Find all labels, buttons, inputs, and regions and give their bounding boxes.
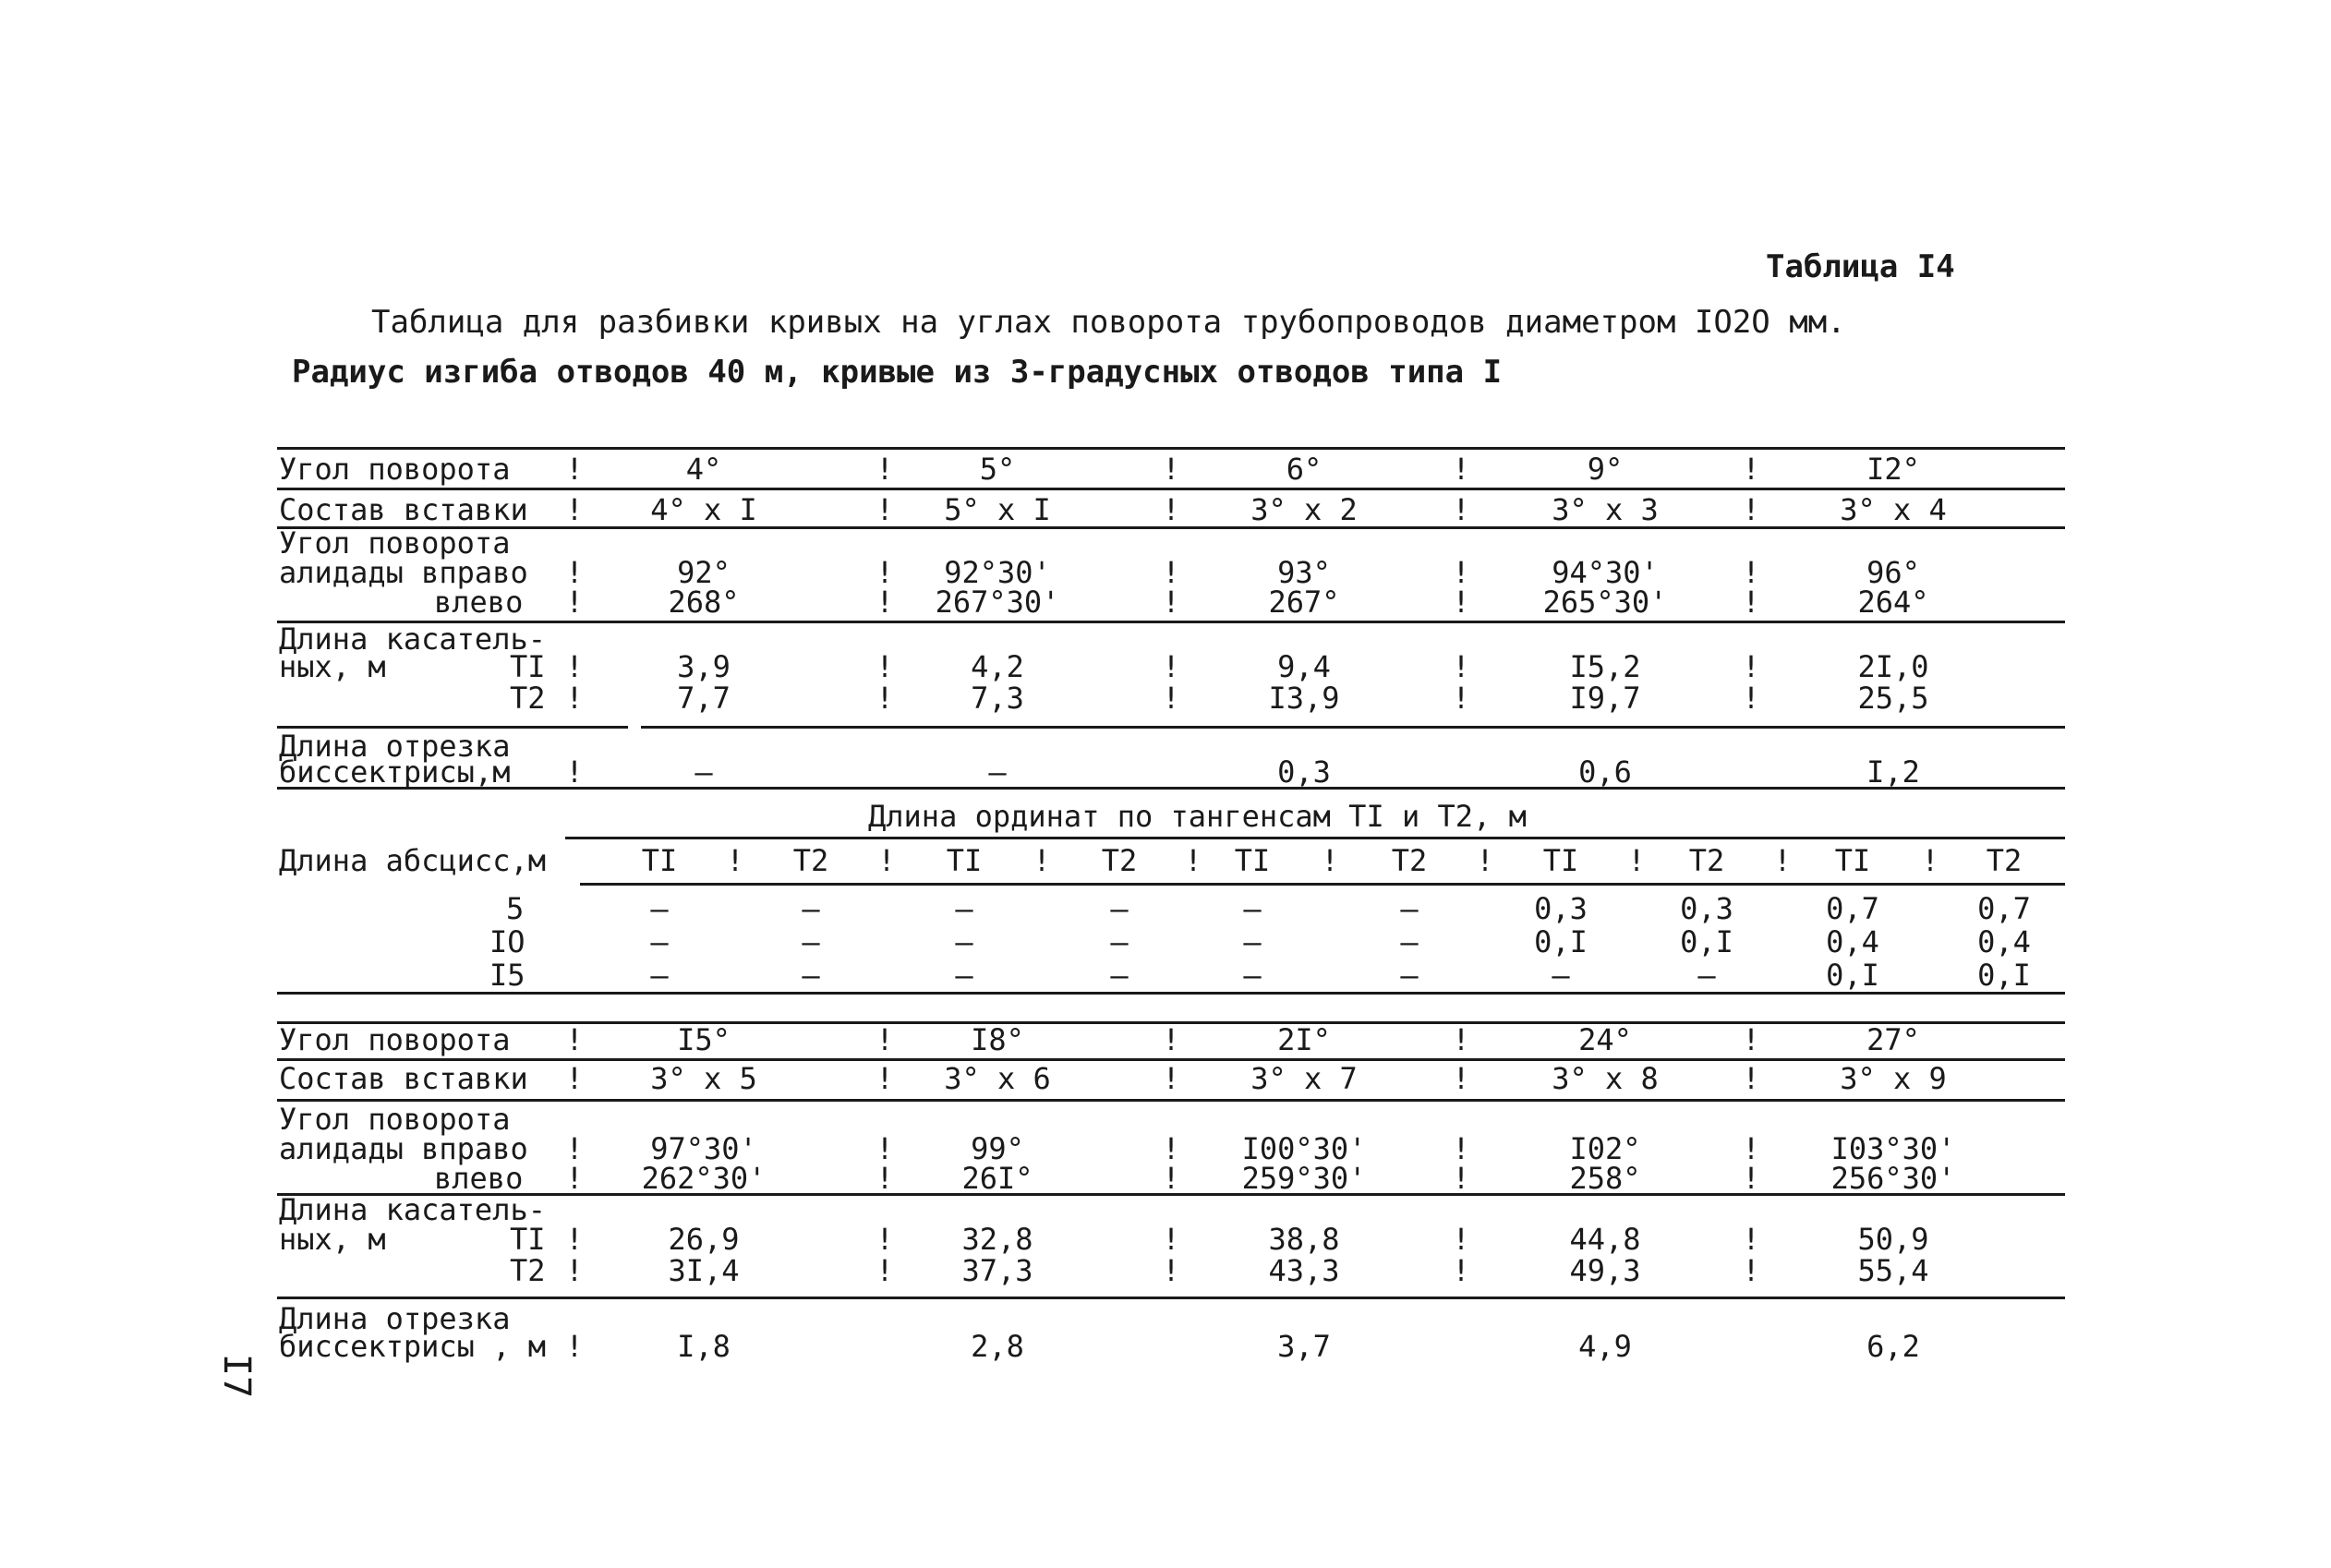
bisector-value: – bbox=[988, 754, 1007, 790]
tangent-t1-value: 32,8 bbox=[961, 1222, 1033, 1257]
separator: ! bbox=[565, 452, 584, 487]
separator: ! bbox=[1162, 492, 1180, 527]
tangent-t2-value: I9,7 bbox=[1569, 681, 1641, 716]
insert-value: 3° x 3 bbox=[1552, 492, 1659, 527]
ordinate-value: – bbox=[1400, 958, 1419, 993]
separator: ! bbox=[1476, 843, 1494, 878]
bisector-value: 2,8 bbox=[971, 1329, 1024, 1364]
separator: ! bbox=[565, 1161, 584, 1196]
bisector-value: 3,7 bbox=[1277, 1329, 1331, 1364]
separator: ! bbox=[1921, 843, 1939, 878]
alidade-right-value: 97°30' bbox=[650, 1131, 757, 1166]
label-tangent-1: Длина касатель- bbox=[279, 621, 546, 657]
ordinate-value: – bbox=[650, 924, 669, 959]
separator: ! bbox=[876, 649, 894, 684]
table-number: Таблица I4 bbox=[1766, 248, 1955, 285]
angle-value: 27° bbox=[1866, 1022, 1920, 1057]
ordinate-value: 0,7 bbox=[1826, 891, 1879, 926]
separator: ! bbox=[877, 843, 896, 878]
rule bbox=[565, 837, 2065, 839]
separator: ! bbox=[1452, 1161, 1470, 1196]
label-tangent-2: ных, м bbox=[279, 1222, 386, 1257]
separator: ! bbox=[565, 1022, 584, 1057]
label-tangent-1: Длина касатель- bbox=[279, 1192, 546, 1227]
rule bbox=[277, 447, 2065, 450]
bisector-value: 4,9 bbox=[1578, 1329, 1632, 1364]
ordinate-value: – bbox=[802, 924, 820, 959]
ordinate-value: – bbox=[1697, 958, 1716, 993]
abscissa-10: IO bbox=[489, 924, 525, 959]
separator: ! bbox=[1452, 452, 1470, 487]
alidade-right-value: I00°30' bbox=[1241, 1131, 1367, 1166]
ordinate-value: – bbox=[650, 891, 669, 926]
title-line-1: Таблица для разбивки кривых на углах поворота трубопроводов диаметром IO2O мм. bbox=[371, 304, 1846, 341]
alidade-right-value: 92°30' bbox=[944, 555, 1051, 590]
insert-value: 5° x I bbox=[944, 492, 1051, 527]
alidade-right-value: 92° bbox=[677, 555, 731, 590]
alidade-left-value: 259°30' bbox=[1241, 1161, 1367, 1196]
bisector-value: I,8 bbox=[677, 1329, 731, 1364]
separator: ! bbox=[876, 492, 894, 527]
angle-value: I2° bbox=[1866, 452, 1920, 487]
alidade-right-value: 99° bbox=[971, 1131, 1024, 1166]
rule bbox=[277, 1297, 2065, 1299]
separator: ! bbox=[565, 1131, 584, 1166]
separator: ! bbox=[1162, 1061, 1180, 1096]
separator: ! bbox=[1742, 1222, 1760, 1257]
tangent-t2-value: 49,3 bbox=[1569, 1253, 1641, 1288]
tangent-t2-value: 43,3 bbox=[1268, 1253, 1340, 1288]
abscissa-15: I5 bbox=[489, 958, 525, 993]
angle-value: 6° bbox=[1286, 452, 1323, 487]
separator: ! bbox=[1184, 843, 1202, 878]
ordinate-value: 0,I bbox=[1534, 924, 1588, 959]
tangent-t1-value: 4,2 bbox=[971, 649, 1024, 684]
tangent-t1-value: 9,4 bbox=[1277, 649, 1331, 684]
insert-value: 3° x 9 bbox=[1840, 1061, 1947, 1096]
alidade-left-value: 267°30' bbox=[935, 585, 1060, 620]
bisector-value: – bbox=[694, 754, 713, 790]
insert-value: 3° x 5 bbox=[650, 1061, 757, 1096]
separator: ! bbox=[876, 585, 894, 620]
separator: ! bbox=[1742, 1131, 1760, 1166]
separator: ! bbox=[1742, 1161, 1760, 1196]
ordinate-value: 0,3 bbox=[1534, 891, 1588, 926]
rule bbox=[277, 992, 2065, 995]
ordinate-value: – bbox=[1243, 891, 1262, 926]
tangent-t2-value: 7,3 bbox=[971, 681, 1024, 716]
label-t1: TI bbox=[510, 1222, 546, 1257]
ordinate-value: – bbox=[802, 891, 820, 926]
insert-value: 3° x 2 bbox=[1250, 492, 1358, 527]
separator: ! bbox=[1162, 1161, 1180, 1196]
separator: ! bbox=[1742, 492, 1760, 527]
separator: ! bbox=[1162, 1222, 1180, 1257]
label-alidade-1: Угол поворота bbox=[279, 525, 511, 561]
alidade-left-value: 262°30' bbox=[641, 1161, 767, 1196]
separator: ! bbox=[565, 1253, 584, 1288]
ordinate-value: 0,7 bbox=[1977, 891, 2031, 926]
tangent-t2-value: 25,5 bbox=[1857, 681, 1929, 716]
tangent-t2-value: 3I,4 bbox=[668, 1253, 740, 1288]
separator: ! bbox=[1162, 1022, 1180, 1057]
bisector-value: I,2 bbox=[1866, 754, 1920, 790]
rule bbox=[641, 726, 2065, 729]
separator: ! bbox=[565, 555, 584, 590]
ordinate-value: – bbox=[1110, 891, 1129, 926]
alidade-right-value: 93° bbox=[1277, 555, 1331, 590]
separator: ! bbox=[1742, 1253, 1760, 1288]
tangent-t1-value: 2I,0 bbox=[1857, 649, 1929, 684]
separator: ! bbox=[1452, 1253, 1470, 1288]
separator: ! bbox=[1452, 1061, 1470, 1096]
label-alidade-2: алидады вправо bbox=[279, 1131, 528, 1166]
label-alidade-1: Угол поворота bbox=[279, 1102, 511, 1137]
abscissa-5: 5 bbox=[506, 891, 525, 926]
ordinate-value: – bbox=[650, 958, 669, 993]
ordinate-value: – bbox=[955, 958, 973, 993]
ordinate-header-t2: T2 bbox=[1101, 843, 1138, 878]
separator: ! bbox=[1452, 1022, 1470, 1057]
angle-value: I5° bbox=[677, 1022, 731, 1057]
separator: ! bbox=[565, 1061, 584, 1096]
separator: ! bbox=[876, 1131, 894, 1166]
ordinates-title: Длина ординат по тангенсам TI и T2, м bbox=[868, 799, 1527, 834]
bisector-value: 0,3 bbox=[1277, 754, 1331, 790]
tangent-t1-value: 3,9 bbox=[677, 649, 731, 684]
label-bisector-2: биссектрисы,м bbox=[279, 754, 511, 790]
alidade-right-value: I02° bbox=[1569, 1131, 1641, 1166]
separator: ! bbox=[876, 1161, 894, 1196]
ordinate-header-t1: TI bbox=[641, 843, 678, 878]
ordinate-header-t1: TI bbox=[1834, 843, 1871, 878]
separator: ! bbox=[1773, 843, 1792, 878]
ordinate-value: – bbox=[1243, 958, 1262, 993]
alidade-left-value: 26I° bbox=[961, 1161, 1033, 1196]
alidade-left-value: 265°30' bbox=[1542, 585, 1668, 620]
alidade-left-value: 264° bbox=[1857, 585, 1929, 620]
insert-value: 3° x 8 bbox=[1552, 1061, 1659, 1096]
ordinate-value: – bbox=[1400, 924, 1419, 959]
separator: ! bbox=[1033, 843, 1051, 878]
separator: ! bbox=[1452, 1131, 1470, 1166]
separator: ! bbox=[1452, 1222, 1470, 1257]
alidade-right-value: 94°30' bbox=[1552, 555, 1659, 590]
angle-value: I8° bbox=[971, 1022, 1024, 1057]
tangent-t2-value: I3,9 bbox=[1268, 681, 1340, 716]
separator: ! bbox=[1452, 681, 1470, 716]
ordinate-header-t1: TI bbox=[1542, 843, 1579, 878]
separator: ! bbox=[1162, 585, 1180, 620]
separator: ! bbox=[1162, 452, 1180, 487]
tangent-t2-value: 55,4 bbox=[1857, 1253, 1929, 1288]
ordinate-value: – bbox=[1552, 958, 1570, 993]
label-bisector-2: биссектрисы , м bbox=[279, 1329, 546, 1364]
separator: ! bbox=[1742, 555, 1760, 590]
separator: ! bbox=[1162, 681, 1180, 716]
ordinate-value: – bbox=[1110, 958, 1129, 993]
separator: ! bbox=[1162, 555, 1180, 590]
rule bbox=[277, 488, 2065, 490]
separator: ! bbox=[1321, 843, 1339, 878]
separator: ! bbox=[1452, 585, 1470, 620]
separator: ! bbox=[876, 1222, 894, 1257]
label-tangent-2: ных, м bbox=[279, 649, 386, 684]
separator: ! bbox=[565, 681, 584, 716]
separator: ! bbox=[1452, 492, 1470, 527]
alidade-right-value: 96° bbox=[1866, 555, 1920, 590]
separator: ! bbox=[1452, 649, 1470, 684]
tangent-t1-value: 50,9 bbox=[1857, 1222, 1929, 1257]
angle-value: 4° bbox=[685, 452, 722, 487]
angle-value: 2I° bbox=[1277, 1022, 1331, 1057]
separator: ! bbox=[1162, 1131, 1180, 1166]
bisector-value: 0,6 bbox=[1578, 754, 1632, 790]
separator: ! bbox=[1742, 452, 1760, 487]
separator: ! bbox=[876, 555, 894, 590]
rule bbox=[277, 787, 2065, 790]
alidade-left-value: 258° bbox=[1569, 1161, 1641, 1196]
ordinate-value: 0,4 bbox=[1826, 924, 1879, 959]
separator: ! bbox=[565, 492, 584, 527]
angle-value: 5° bbox=[979, 452, 1016, 487]
separator: ! bbox=[1162, 649, 1180, 684]
label-t2: T2 bbox=[510, 681, 546, 716]
insert-value: 3° x 7 bbox=[1250, 1061, 1358, 1096]
ordinate-value: – bbox=[955, 891, 973, 926]
separator: ! bbox=[726, 843, 744, 878]
bisector-value: 6,2 bbox=[1866, 1329, 1920, 1364]
angle-value: 9° bbox=[1587, 452, 1624, 487]
insert-value: 3° x 4 bbox=[1840, 492, 1947, 527]
rule bbox=[580, 883, 2065, 886]
insert-value: 3° x 6 bbox=[944, 1061, 1051, 1096]
alidade-left-value: 256°30' bbox=[1830, 1161, 1956, 1196]
ordinate-header-t2: T2 bbox=[1986, 843, 2023, 878]
separator: ! bbox=[565, 754, 584, 790]
alidade-left-value: 267° bbox=[1268, 585, 1340, 620]
label-abscissa: Длина абсцисс,м bbox=[279, 843, 546, 878]
label-insert: Состав вставки bbox=[279, 1061, 528, 1096]
ordinate-value: – bbox=[1110, 924, 1129, 959]
ordinate-header-t1: TI bbox=[1234, 843, 1271, 878]
insert-value: 4° x I bbox=[650, 492, 757, 527]
ordinate-header-t2: T2 bbox=[1391, 843, 1428, 878]
separator: ! bbox=[565, 585, 584, 620]
ordinate-value: – bbox=[802, 958, 820, 993]
tangent-t1-value: 38,8 bbox=[1268, 1222, 1340, 1257]
page-number: I7 bbox=[215, 1353, 259, 1399]
rule bbox=[277, 1099, 2065, 1102]
ordinate-value: 0,I bbox=[1680, 924, 1733, 959]
label-alidade-3: влево bbox=[434, 1161, 524, 1196]
separator: ! bbox=[1742, 1022, 1760, 1057]
separator: ! bbox=[1452, 555, 1470, 590]
separator: ! bbox=[876, 452, 894, 487]
ordinate-header-t2: T2 bbox=[1688, 843, 1725, 878]
separator: ! bbox=[565, 649, 584, 684]
label-angle: Угол поворота bbox=[279, 1022, 511, 1057]
ordinate-value: 0,I bbox=[1826, 958, 1879, 993]
ordinate-value: 0,3 bbox=[1680, 891, 1733, 926]
separator: ! bbox=[876, 1022, 894, 1057]
ordinate-value: – bbox=[1400, 891, 1419, 926]
label-t1: TI bbox=[510, 649, 546, 684]
separator: ! bbox=[1742, 681, 1760, 716]
separator: ! bbox=[876, 1253, 894, 1288]
separator: ! bbox=[565, 1329, 584, 1364]
label-bisector-1: Длина отрезка bbox=[279, 1301, 511, 1336]
separator: ! bbox=[1742, 585, 1760, 620]
separator: ! bbox=[1162, 1253, 1180, 1288]
tangent-t1-value: I5,2 bbox=[1569, 649, 1641, 684]
ordinate-value: 0,I bbox=[1977, 958, 2031, 993]
label-alidade-2: алидады вправо bbox=[279, 555, 528, 590]
separator: ! bbox=[876, 1061, 894, 1096]
label-insert: Состав вставки bbox=[279, 492, 528, 527]
ordinate-header-t1: TI bbox=[946, 843, 983, 878]
title-line-2: Радиус изгиба отводов 40 м, кривые из 3-градусных отводов типа I bbox=[292, 354, 1503, 391]
ordinate-value: – bbox=[1243, 924, 1262, 959]
alidade-right-value: I03°30' bbox=[1830, 1131, 1956, 1166]
tangent-t2-value: 7,7 bbox=[677, 681, 731, 716]
angle-value: 24° bbox=[1578, 1022, 1632, 1057]
separator: ! bbox=[1742, 1061, 1760, 1096]
ordinate-value: 0,4 bbox=[1977, 924, 2031, 959]
separator: ! bbox=[1742, 649, 1760, 684]
ordinate-value: – bbox=[955, 924, 973, 959]
label-alidade-3: влево bbox=[434, 585, 524, 620]
tangent-t1-value: 26,9 bbox=[668, 1222, 740, 1257]
ordinate-header-t2: T2 bbox=[792, 843, 829, 878]
separator: ! bbox=[876, 681, 894, 716]
label-t2: T2 bbox=[510, 1253, 546, 1288]
alidade-left-value: 268° bbox=[668, 585, 740, 620]
separator: ! bbox=[1627, 843, 1646, 878]
tangent-t1-value: 44,8 bbox=[1569, 1222, 1641, 1257]
tangent-t2-value: 37,3 bbox=[961, 1253, 1033, 1288]
label-bisector-1: Длина отрезка bbox=[279, 729, 511, 764]
separator: ! bbox=[565, 1222, 584, 1257]
label-angle: Угол поворота bbox=[279, 452, 511, 487]
